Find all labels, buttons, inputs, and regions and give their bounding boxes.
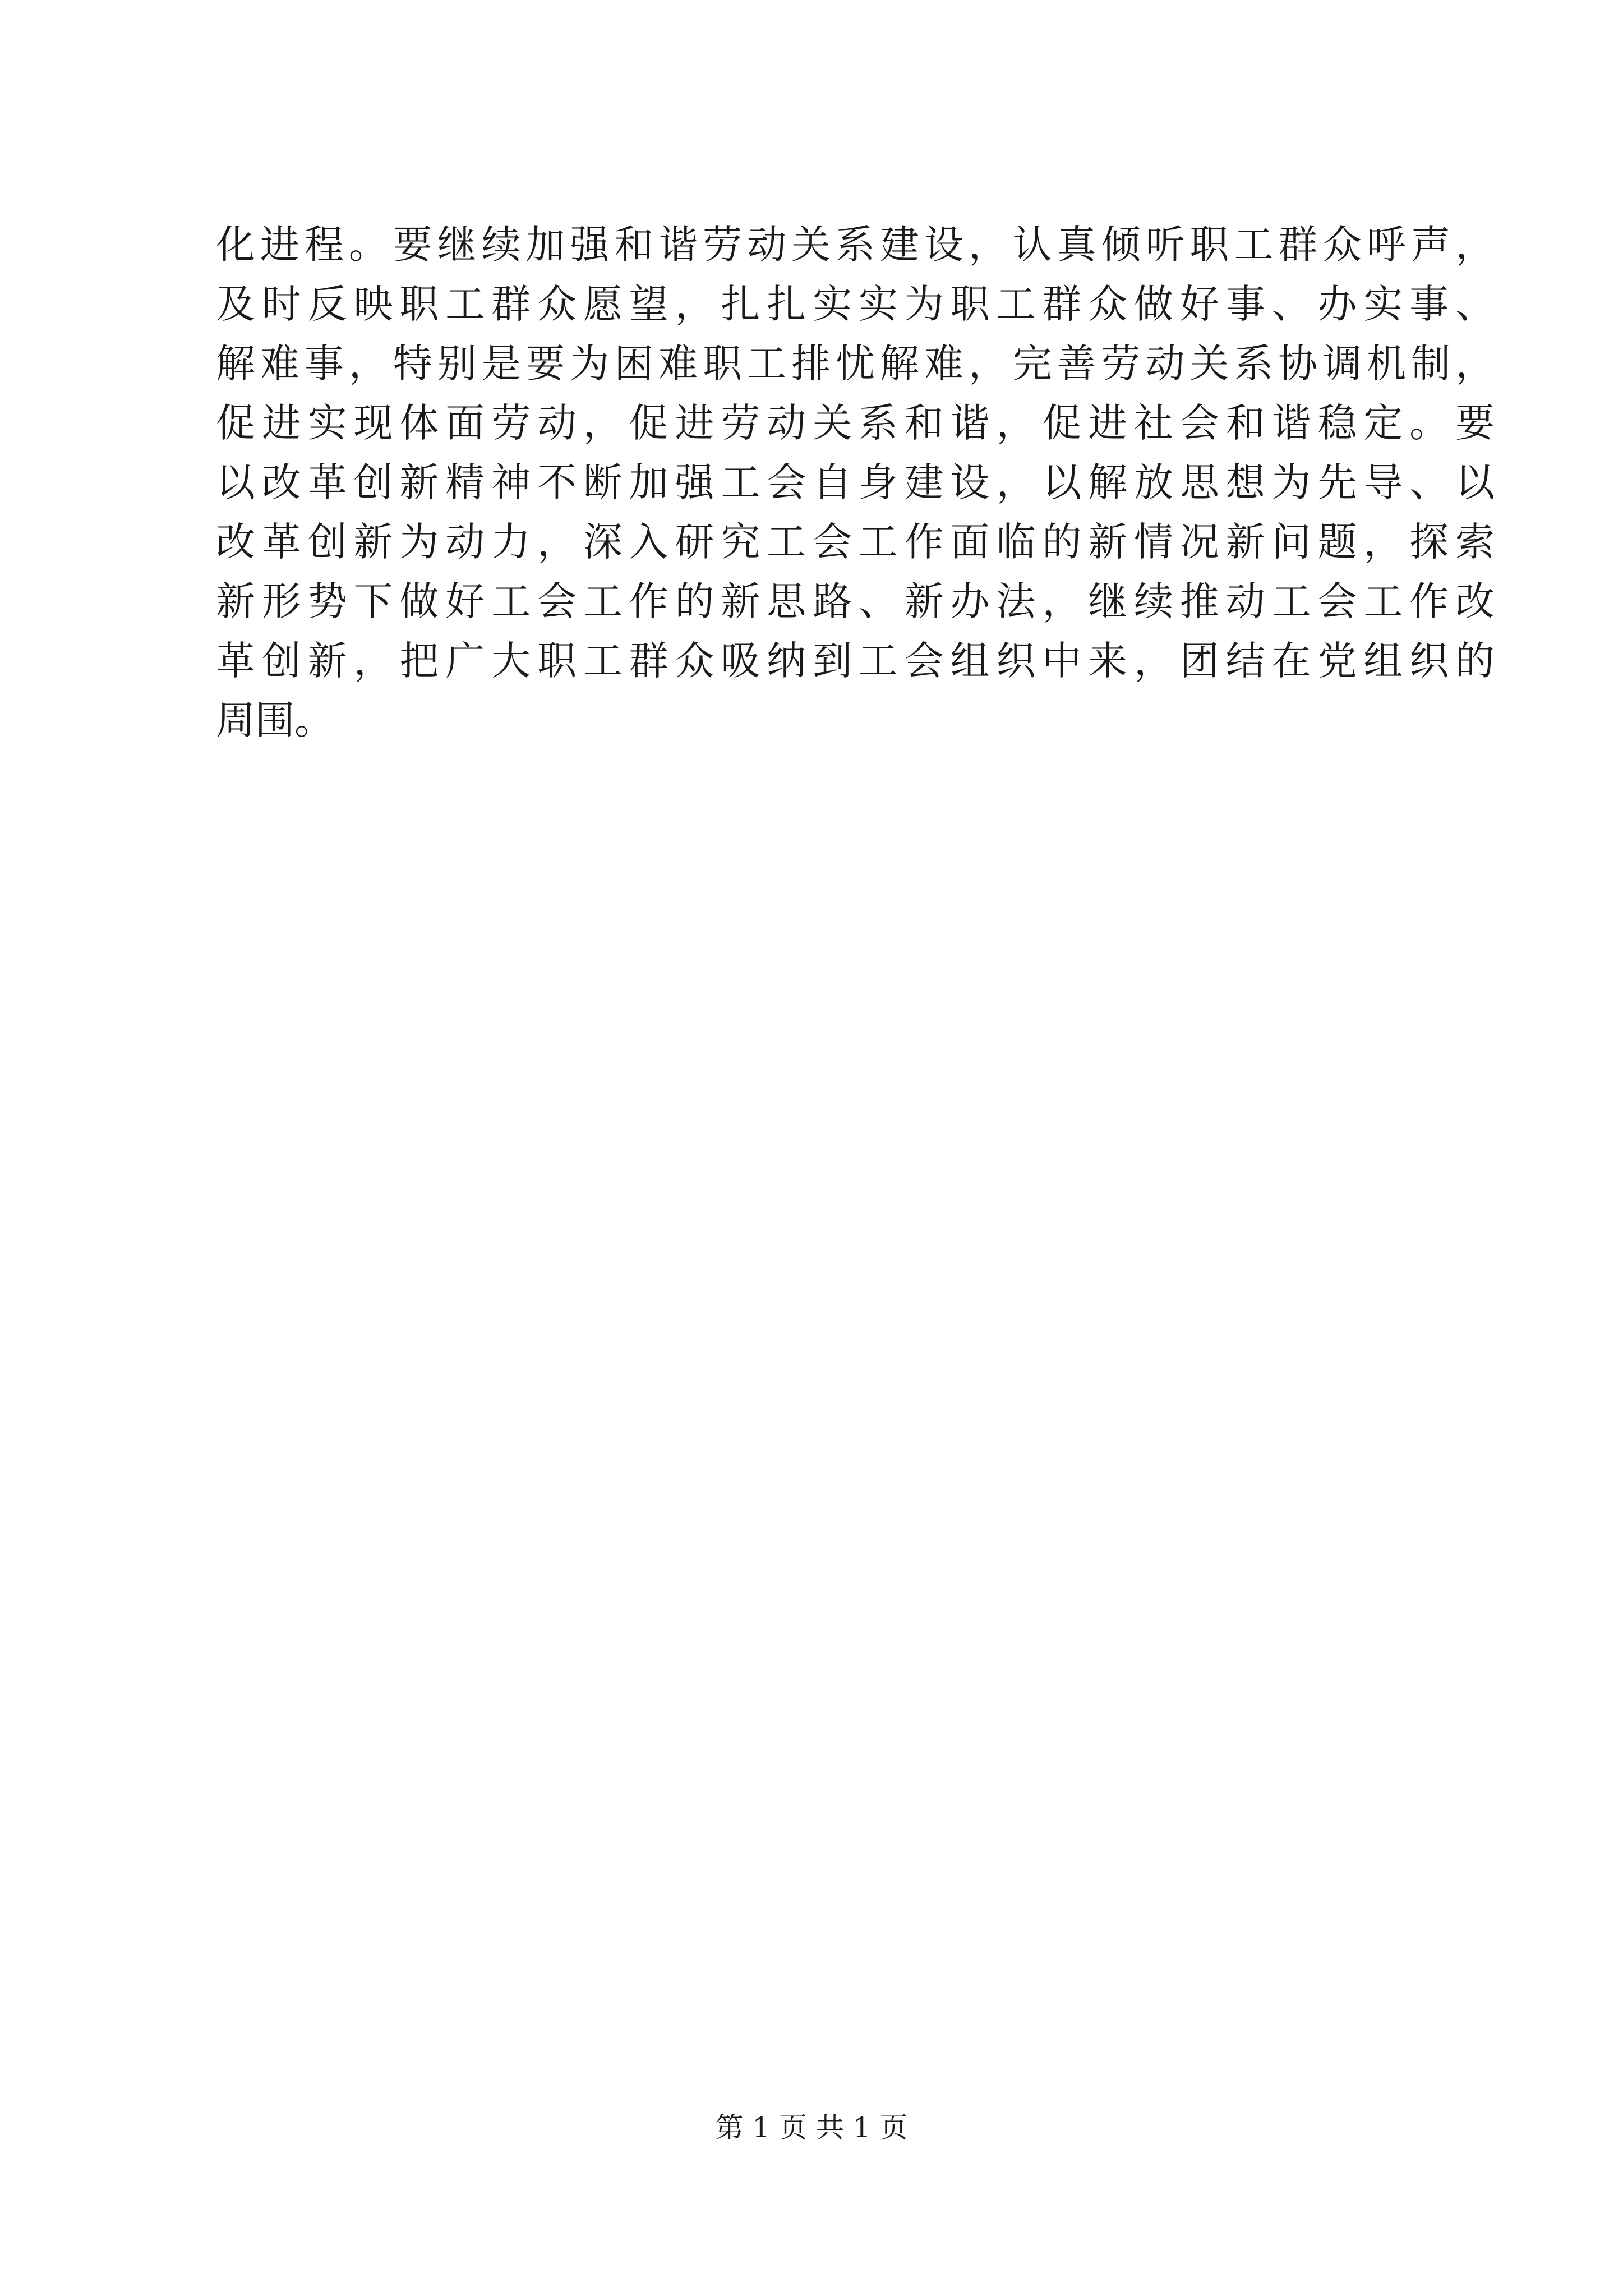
paragraph-line: 化进程。要继续加强和谐劳动关系建设，认真倾听职工群众呼声， — [216, 222, 1495, 268]
paragraph-line: 促进实现体面劳动，促进劳动关系和谐，促进社会和谐稳定。要 — [216, 400, 1495, 446]
paragraph-line: 改革创新为动力，深入研究工会工作面临的新情况新问题，探索 — [216, 519, 1495, 565]
paragraph-line: 周围。 — [216, 697, 334, 743]
body-paragraph — [216, 215, 1495, 750]
page-number-footer: 第 1 页 共 1 页 — [715, 2111, 908, 2144]
paragraph-line: 解难事，特别是要为困难职工排忧解难，完善劳动关系协调机制， — [216, 341, 1495, 386]
paragraph-line: 新形势下做好工会工作的新思路、新办法，继续推动工会工作改 — [216, 578, 1495, 624]
paragraph-line: 革创新，把广大职工群众吸纳到工会组织中来，团结在党组织的 — [216, 638, 1495, 684]
paragraph-line: 及时反映职工群众愿望，扎扎实实为职工群众做好事、办实事、 — [216, 281, 1495, 327]
paragraph-line: 以改革创新精神不断加强工会自身建设，以解放思想为先导、以 — [216, 459, 1495, 505]
